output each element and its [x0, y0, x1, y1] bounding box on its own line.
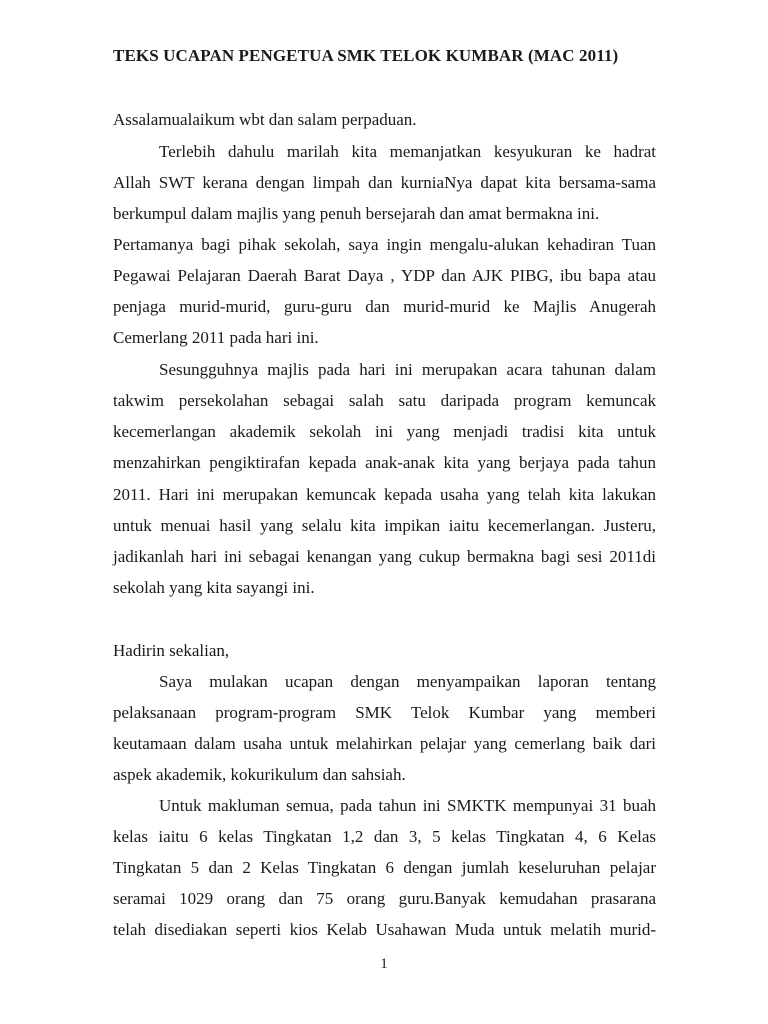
text-line: sekolah yang kita sayangi ini. — [113, 578, 315, 597]
text-line: keutamaan dalam usaha untuk melahirkan pelajar yang cemerlang baik dari — [113, 734, 656, 753]
text-line: kelas iaitu 6 kelas Tingkatan 1,2 dan 3, 5 kelas Tingkatan 4, 6 Kelas — [113, 827, 656, 846]
text-line: untuk menuai hasil yang selalu kita impikan iaitu kecemerlangan. Justeru, — [113, 516, 656, 535]
text-line: Tingkatan 5 dan 2 Kelas Tingkatan 6 dengan jumlah keseluruhan pelajar — [113, 858, 656, 877]
text-line: Untuk makluman semua, pada tahun ini SMKTK mempunyai 31 buah — [159, 796, 656, 815]
text-line: Cemerlang 2011 pada hari ini. — [113, 328, 319, 347]
text-line: jadikanlah hari ini sebagai kenangan yang cukup bermakna bagi sesi 2011di — [113, 547, 656, 566]
document-title: TEKS UCAPAN PENGETUA SMK TELOK KUMBAR (MAC 2011) — [113, 46, 619, 65]
text-line: Pertamanya bagi pihak sekolah, saya ingin mengalu-alukan kehadiran Tuan — [113, 235, 656, 254]
text-line: seramai 1029 orang dan 75 orang guru.Banyak kemudahan prasarana — [113, 889, 656, 908]
text-line: penjaga murid-murid, guru-guru dan murid-murid ke Majlis Anugerah — [113, 297, 656, 316]
text-line: menzahirkan pengiktirafan kepada anak-anak kita yang berjaya pada tahun — [113, 453, 656, 472]
text-line: aspek akademik, kokurikulum dan sahsiah. — [113, 765, 406, 784]
text-line: Terlebih dahulu marilah kita memanjatkan kesyukuran ke hadrat — [159, 142, 656, 161]
text-line: kecemerlangan akademik sekolah ini yang menjadi tradisi kita untuk — [113, 422, 656, 441]
page-number: 1 — [380, 956, 388, 972]
text-line: berkumpul dalam majlis yang penuh bersejarah dan amat bermakna ini. — [113, 204, 600, 223]
text-line: Pegawai Pelajaran Daerah Barat Daya , YDP dan AJK PIBG, ibu bapa atau — [113, 266, 656, 285]
text-line: 2011. Hari ini merupakan kemuncak kepada usaha yang telah kita lakukan — [113, 485, 656, 504]
text-line: pelaksanaan program-program SMK Telok Kumbar yang memberi — [113, 703, 656, 722]
text-line: Allah SWT kerana dengan limpah dan kurniaNya dapat kita bersama-sama — [113, 173, 656, 192]
text-line: takwim persekolahan sebagai salah satu daripada program kemuncak — [113, 391, 656, 410]
text-line: Assalamualaikum wbt dan salam perpaduan. — [113, 110, 417, 129]
text-line: Saya mulakan ucapan dengan menyampaikan laporan tentang — [159, 672, 656, 691]
text-line: telah disediakan seperti kios Kelab Usahawan Muda untuk melatih murid- — [113, 920, 656, 939]
text-line: Hadirin sekalian, — [113, 641, 230, 660]
text-line: Sesungguhnya majlis pada hari ini merupakan acara tahunan dalam — [159, 360, 656, 379]
